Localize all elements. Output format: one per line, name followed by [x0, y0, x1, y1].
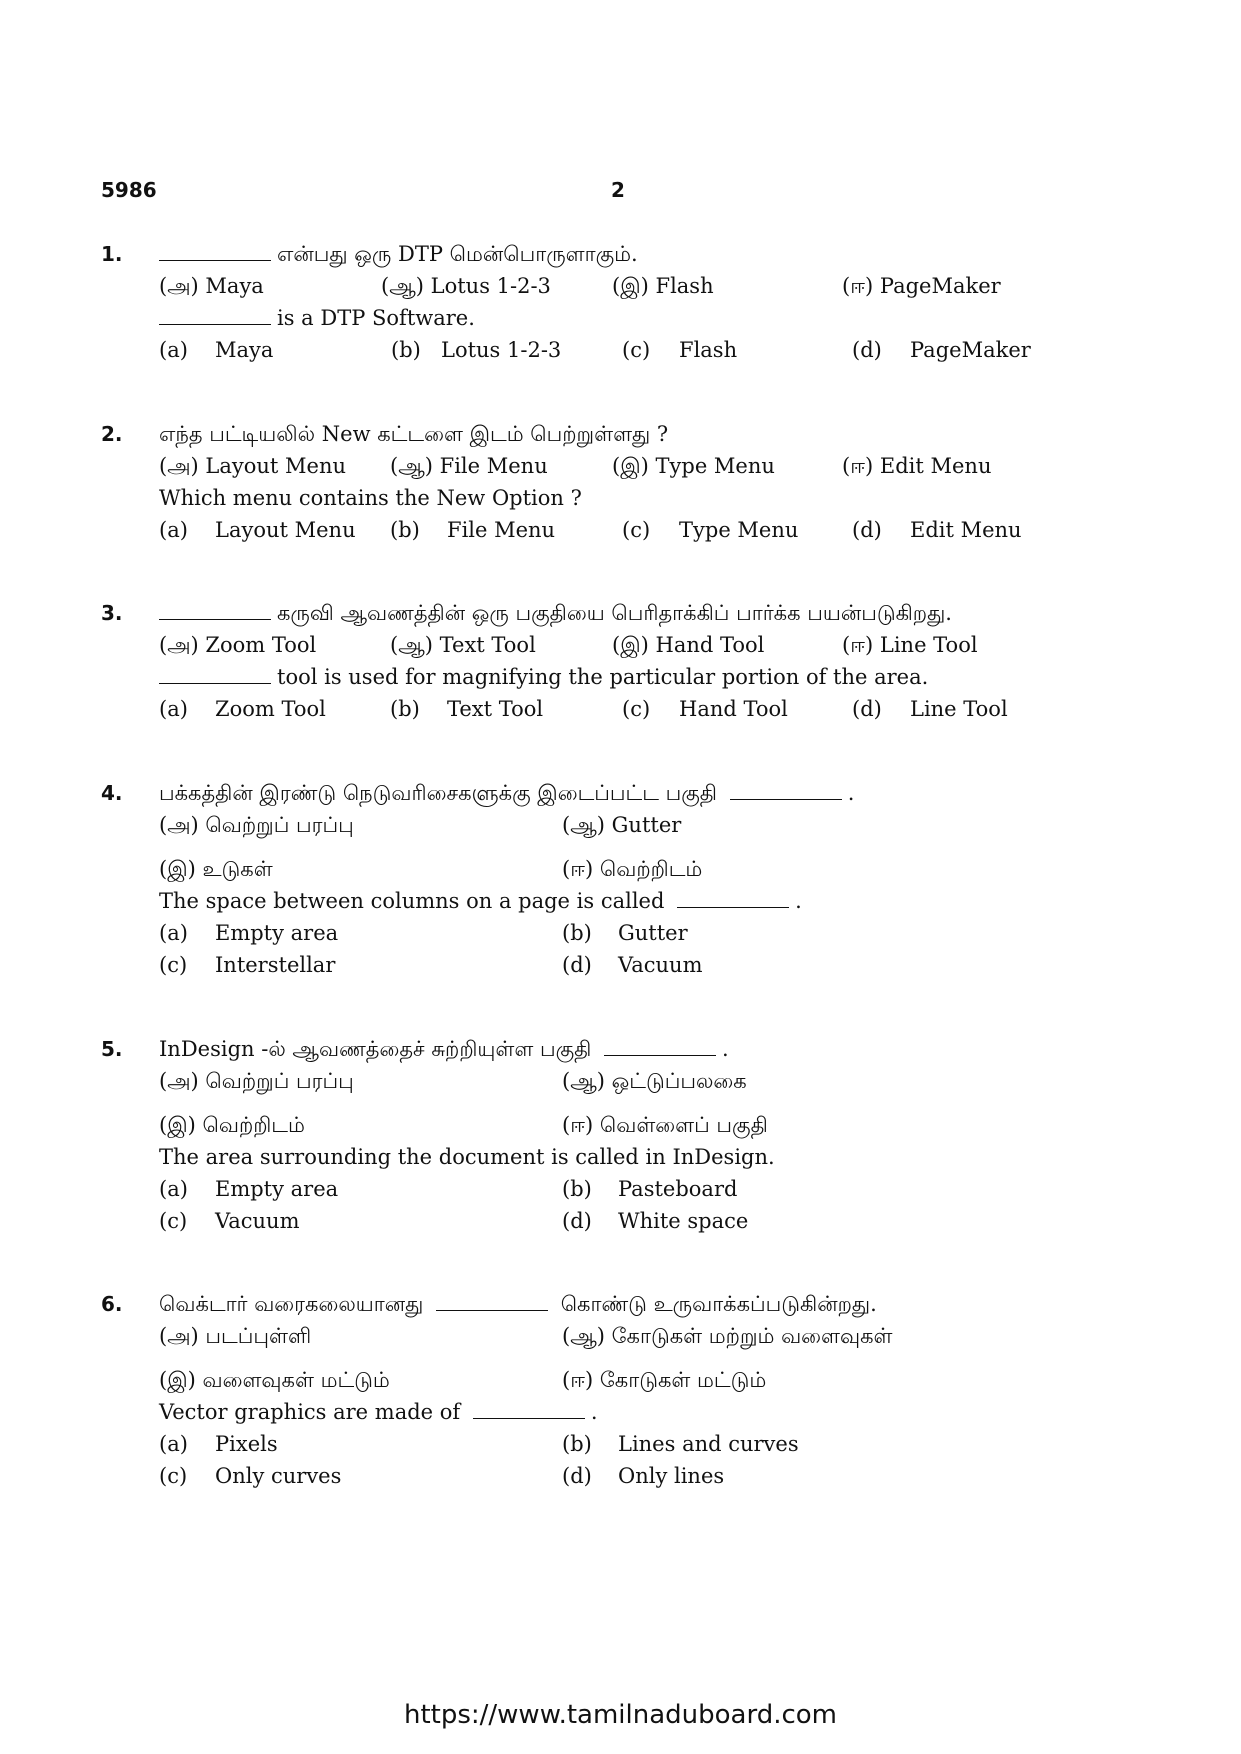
- option: (a) Pixels: [159, 1432, 278, 1456]
- options-ta: [101, 1364, 1161, 1396]
- question-stem-ta: InDesign -ல் ஆவணத்தைச் சுற்றியுள்ள பகுதி .: [159, 1033, 729, 1065]
- question-number: 3.: [101, 601, 123, 625]
- option: (a) Empty area: [159, 921, 339, 945]
- option: (b) Lotus 1-2-3: [391, 338, 562, 362]
- question-stem-en: Vector graphics are made of .: [159, 1396, 598, 1428]
- page-number: 2: [611, 178, 625, 202]
- option: (ஈ) வெள்ளைப் பகுதி: [562, 1113, 768, 1137]
- question-number: 2.: [101, 422, 123, 446]
- option: (b) Gutter: [562, 921, 688, 945]
- options-en: [101, 1205, 1161, 1237]
- option: (b) Lines and curves: [562, 1432, 799, 1456]
- answer-blank: [677, 885, 789, 908]
- option: (இ) வளைவுகள் மட்டும்: [159, 1368, 390, 1392]
- option: (ஆ) File Menu: [390, 454, 548, 478]
- option: (a) Zoom Tool: [159, 697, 326, 721]
- option: (b) Pasteboard: [562, 1177, 738, 1201]
- footer-url[interactable]: https://www.tamilnaduboard.com: [403, 1700, 838, 1730]
- answer-blank: [159, 302, 271, 325]
- option: (அ) வெற்றுப் பரப்பு: [159, 813, 354, 837]
- question-6: [101, 1288, 1161, 1492]
- question-stem-ta: வெக்டார் வரைகலையானது கொண்டு உருவாக்கப்படுகின்றது.: [159, 1288, 877, 1320]
- options-ta: [101, 450, 1161, 482]
- question-stem-en: The area surrounding the document is called in InDesign.: [159, 1145, 775, 1169]
- option: (d) PageMaker: [852, 338, 1031, 362]
- option: (b) File Menu: [390, 518, 556, 542]
- option: (d) Edit Menu: [852, 518, 1022, 542]
- option: (a) Layout Menu: [159, 518, 356, 542]
- option: (இ) Hand Tool: [612, 633, 765, 657]
- question-3: [101, 597, 1161, 725]
- options-en: [101, 334, 1161, 366]
- question-stem-en: Which menu contains the New Option ?: [159, 486, 582, 510]
- question-stem-ta: என்பது ஒரு DTP மென்பொருளாகும்.: [159, 238, 638, 270]
- option: (ஈ) கோடுகள் மட்டும்: [562, 1368, 767, 1392]
- answer-blank: [473, 1396, 585, 1419]
- answer-blank: [159, 238, 271, 261]
- option: (இ) வெற்றிடம்: [159, 1113, 305, 1137]
- options-ta: [101, 853, 1161, 885]
- option: (அ) வெற்றுப் பரப்பு: [159, 1069, 354, 1093]
- question-stem-en: The space between columns on a page is called .: [159, 885, 802, 917]
- options-ta: [101, 270, 1161, 302]
- option: (ஈ) PageMaker: [842, 274, 1001, 298]
- question-4: [101, 777, 1161, 981]
- question-stem-ta: பக்கத்தின் இரண்டு நெடுவரிசைகளுக்கு இடைப்பட்ட பகுதி .: [159, 777, 854, 809]
- option: (ஆ) கோடுகள் மற்றும் வளைவுகள்: [562, 1324, 893, 1348]
- question-number: 4.: [101, 781, 123, 805]
- option: (c) Type Menu: [622, 518, 799, 542]
- option: (ஈ) வெற்றிடம்: [562, 857, 703, 881]
- option: (அ) Zoom Tool: [159, 633, 317, 657]
- options-ta: [101, 1065, 1161, 1097]
- option: (ஈ) Line Tool: [842, 633, 978, 657]
- options-en: [101, 1173, 1161, 1205]
- option: (அ) Layout Menu: [159, 454, 347, 478]
- options-ta: [101, 1320, 1161, 1352]
- paper-code: 5986: [101, 178, 157, 202]
- option: (இ) Type Menu: [612, 454, 775, 478]
- question-5: [101, 1033, 1161, 1237]
- question-stem-en: is a DTP Software.: [159, 302, 475, 334]
- options-en: [101, 514, 1161, 546]
- options-en: [101, 917, 1161, 949]
- options-en: [101, 1428, 1161, 1460]
- options-en: [101, 949, 1161, 981]
- option: (d) Vacuum: [562, 953, 703, 977]
- option: (ஆ) ஒட்டுப்பலகை: [562, 1069, 747, 1093]
- options-ta: [101, 809, 1161, 841]
- question-number: 1.: [101, 242, 123, 266]
- question-stem-ta: எந்த பட்டியலில் New கட்டளை இடம் பெற்றுள்ளது ?: [159, 422, 669, 446]
- option: (c) Vacuum: [159, 1209, 300, 1233]
- option: (இ) Flash: [612, 274, 714, 298]
- option: (c) Interstellar: [159, 953, 336, 977]
- options-ta: [101, 629, 1161, 661]
- option: (அ) Maya: [159, 274, 264, 298]
- answer-blank: [159, 597, 271, 620]
- question-1: [101, 238, 1161, 366]
- option: (d) Line Tool: [852, 697, 1008, 721]
- option: (d) Only lines: [562, 1464, 725, 1488]
- answer-blank: [604, 1033, 716, 1056]
- answer-blank: [436, 1288, 548, 1311]
- option: (இ) உடுகள்: [159, 857, 273, 881]
- answer-blank: [159, 661, 271, 684]
- option: (a) Empty area: [159, 1177, 339, 1201]
- option: (a) Maya: [159, 338, 274, 362]
- question-number: 6.: [101, 1292, 123, 1316]
- answer-blank: [730, 777, 842, 800]
- option: (ஆ) Gutter: [562, 813, 682, 837]
- option: (ஆ) Text Tool: [390, 633, 536, 657]
- option: (b) Text Tool: [390, 697, 544, 721]
- option: (c) Only curves: [159, 1464, 342, 1488]
- question-2: [101, 418, 1161, 546]
- question-stem-en: tool is used for magnifying the particular portion of the area.: [159, 661, 928, 693]
- options-ta: [101, 1109, 1161, 1141]
- options-en: [101, 693, 1161, 725]
- option: (ஈ) Edit Menu: [842, 454, 992, 478]
- option: (d) White space: [562, 1209, 749, 1233]
- question-number: 5.: [101, 1037, 123, 1061]
- option: (அ) படப்புள்ளி: [159, 1324, 312, 1348]
- option: (ஆ) Lotus 1-2-3: [381, 274, 551, 298]
- options-en: [101, 1460, 1161, 1492]
- question-stem-ta: கருவி ஆவணத்தின் ஒரு பகுதியை பெரிதாக்கிப் பார்க்க பயன்படுகிறது.: [159, 597, 952, 629]
- option: (c) Flash: [622, 338, 738, 362]
- option: (c) Hand Tool: [622, 697, 788, 721]
